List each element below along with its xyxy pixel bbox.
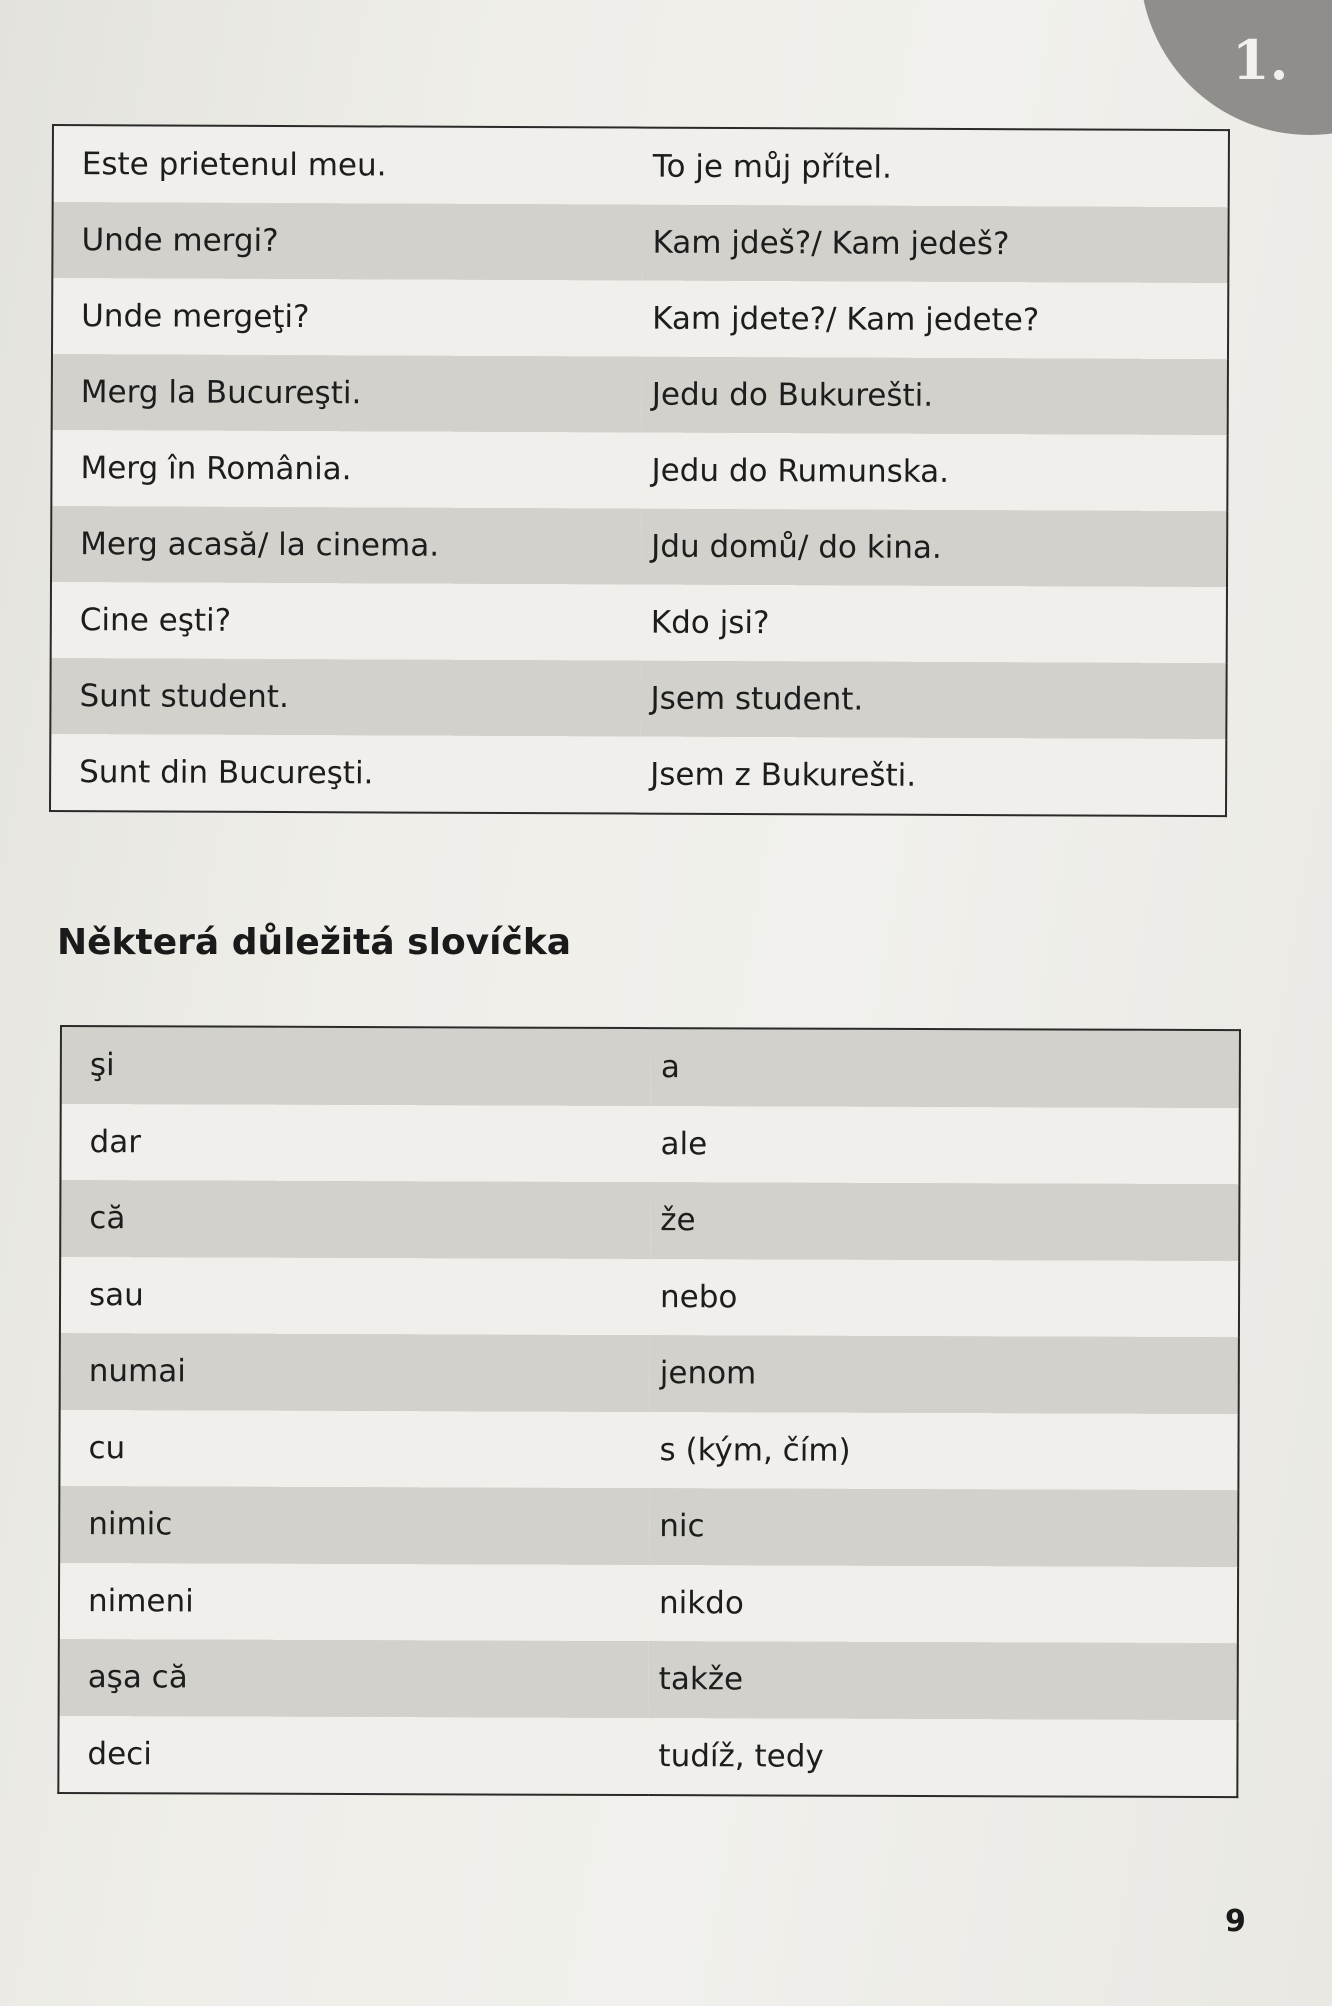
chapter-number: 1.	[1232, 28, 1289, 92]
romanian-word: aşa că	[59, 1639, 649, 1718]
czech-translation: Jedu do Bukurešti.	[642, 357, 1228, 436]
table-row	[51, 582, 1227, 663]
czech-word: a	[651, 1028, 1240, 1108]
table-row	[52, 202, 1228, 283]
table-row	[53, 125, 1229, 207]
table-row	[59, 1563, 1238, 1644]
czech-translation: Kdo jsi?	[641, 585, 1227, 664]
romanian-word: numai	[60, 1333, 650, 1412]
czech-translation: Jedu do Rumunska.	[641, 433, 1227, 512]
table-row	[60, 1180, 1239, 1261]
romanian-word: şi	[61, 1026, 651, 1106]
czech-translation: Jsem z Bukurešti.	[640, 737, 1226, 817]
romanian-word: cu	[59, 1410, 649, 1489]
romanian-phrase: Sunt student.	[50, 658, 640, 737]
romanian-phrase: Cine eşti?	[51, 582, 641, 661]
table-row	[60, 1104, 1239, 1185]
table-row	[50, 658, 1226, 739]
czech-word: nikdo	[649, 1565, 1238, 1644]
vocabulary-table	[57, 1025, 1241, 1798]
czech-word: nic	[649, 1488, 1238, 1567]
table-row	[50, 734, 1226, 816]
czech-word: s (kým, čím)	[649, 1412, 1238, 1491]
table-row	[60, 1257, 1239, 1338]
table-row	[58, 1715, 1237, 1797]
table-row	[60, 1333, 1239, 1414]
romanian-phrase: Unde mergi?	[52, 202, 642, 281]
phrases-table	[49, 124, 1230, 817]
czech-translation: Kam jdeš?/ Kam jedeš?	[642, 205, 1228, 284]
czech-word: takže	[649, 1641, 1238, 1720]
table-row	[61, 1026, 1240, 1108]
romanian-phrase: Merg la Bucureşti.	[52, 354, 642, 433]
romanian-phrase: Sunt din Bucureşti.	[50, 734, 640, 814]
section-heading: Některá důležitá slovíčka	[57, 922, 572, 963]
table-row	[52, 278, 1228, 359]
table-row	[51, 430, 1227, 511]
page-number: 9	[1225, 1904, 1246, 1939]
table-row	[59, 1410, 1238, 1491]
czech-translation: Jdu domů/ do kina.	[641, 509, 1227, 588]
table-row	[52, 354, 1228, 435]
czech-word: jenom	[650, 1335, 1239, 1414]
czech-word: tudíž, tedy	[648, 1718, 1237, 1798]
romanian-phrase: Este prietenul meu.	[53, 125, 643, 205]
romanian-phrase: Merg în România.	[51, 430, 641, 509]
czech-translation: Kam jdete?/ Kam jedete?	[642, 281, 1228, 360]
romanian-phrase: Merg acasă/ la cinema.	[51, 506, 641, 585]
romanian-word: dar	[60, 1104, 650, 1183]
romanian-word: nimeni	[59, 1563, 649, 1642]
romanian-word: sau	[60, 1257, 650, 1336]
romanian-word: deci	[58, 1715, 648, 1795]
czech-translation: Jsem student.	[640, 661, 1226, 740]
romanian-phrase: Unde mergeţi?	[52, 278, 642, 357]
czech-word: ale	[650, 1106, 1239, 1185]
table-row	[59, 1486, 1238, 1567]
phrases-table-body	[50, 125, 1229, 816]
romanian-word: nimic	[59, 1486, 649, 1565]
table-row	[59, 1639, 1238, 1720]
table-row	[51, 506, 1227, 587]
czech-translation: To je můj přítel.	[643, 128, 1229, 208]
czech-word: nebo	[650, 1259, 1239, 1338]
romanian-word: că	[60, 1180, 650, 1259]
vocabulary-table-body	[58, 1026, 1240, 1797]
czech-word: že	[650, 1182, 1239, 1261]
